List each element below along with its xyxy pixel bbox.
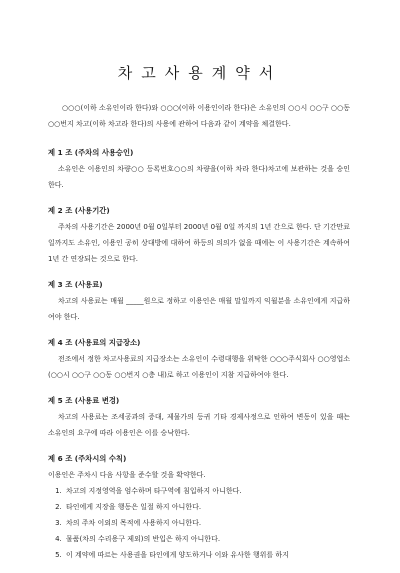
article-text: 소유인은 이용인의 차량○○ 등록번호○○의 차량을(이하 차라 한다)차고에 보관하는 것을 승인한다. xyxy=(48,165,350,189)
document-body xyxy=(48,100,350,573)
article-heading: 제 5 조 (사용료 변경) xyxy=(48,396,120,405)
article-2 xyxy=(48,203,350,267)
document-title: 차고사용계약서 xyxy=(117,64,283,82)
rules-list xyxy=(48,483,350,563)
article-6 xyxy=(48,451,350,563)
article-heading: 제 1 조 (주차의 사용승인) xyxy=(48,148,134,157)
article-text: 주차의 사용기간은 2000년 0월 0일부터 2000년 0월 0일 까지의 1년 간으로 한다. 단 기간만료일까지도 소유인, 이용인 공히 상대방에 대하여 하등의 의의가 없을 때에는 이 사용기간은 계속하여 1년 간 연장되는 것으로 한다. xyxy=(48,223,350,263)
article-text: 이용인은 주차시 다음 사항을 준수할 것을 확약한다. xyxy=(48,471,206,479)
article-text: 차고의 사용료는 매월 _____원으로 정하고 이용인은 매월 말일까지 익월분을 소유인에게 지급하여야 한다. xyxy=(48,297,350,321)
article-5 xyxy=(48,393,350,441)
article-3 xyxy=(48,277,350,325)
intro-paragraph: ○○○(이하 소유인이라 한다)와 ○○○(이하 이용인이라 한다)은 소유인의 ○○시 ○○구 ○○동 ○○번지 차고(이하 차고라 한다)의 사용에 관하여 다음과 같이 계약을 체결한다. xyxy=(48,104,350,128)
article-1 xyxy=(48,145,350,193)
list-item: 2. 타인에게 지장을 행동은 일절 하지 아니한다. xyxy=(64,499,350,515)
list-item: 3. 차의 주차 이외의 목적에 사용하지 아니한다. xyxy=(64,515,350,531)
article-text: 전조에서 정한 차고사용료의 지급장소는 소유인이 수령대행을 위탁한 ○○○주식회사 ○○영업소(○○시 ○○구 ○○동 ○○번지 ○층 내)로 하고 이용인이 지참 지급하여야 한다. xyxy=(48,355,350,379)
article-text: 차고의 사용료는 조세공과의 증대, 제물가의 등귀 기타 경제사정으로 인하여 변동이 있을 때는 소유인의 요구에 따라 이용인은 이를 승낙한다. xyxy=(48,413,350,437)
article-heading: 제 6 조 (주차시의 수칙) xyxy=(48,454,127,463)
list-item: 5. 이 계약에 따르는 사용권을 타인에게 양도하거나 이와 유사한 행위를 하지 xyxy=(64,547,350,563)
article-heading: 제 4 조 (사용료의 지급장소) xyxy=(48,338,141,347)
list-item: 4. 물품(차의 수리용구 제외)의 반입은 하지 아니한다. xyxy=(64,531,350,547)
list-item: 1. 차고의 지정영역을 엄수하며 타구역에 침입하지 아니한다. xyxy=(64,483,350,499)
article-heading: 제 2 조 (사용기간) xyxy=(48,206,110,215)
article-4 xyxy=(48,335,350,383)
article-heading: 제 3 조 (사용료) xyxy=(48,280,103,289)
